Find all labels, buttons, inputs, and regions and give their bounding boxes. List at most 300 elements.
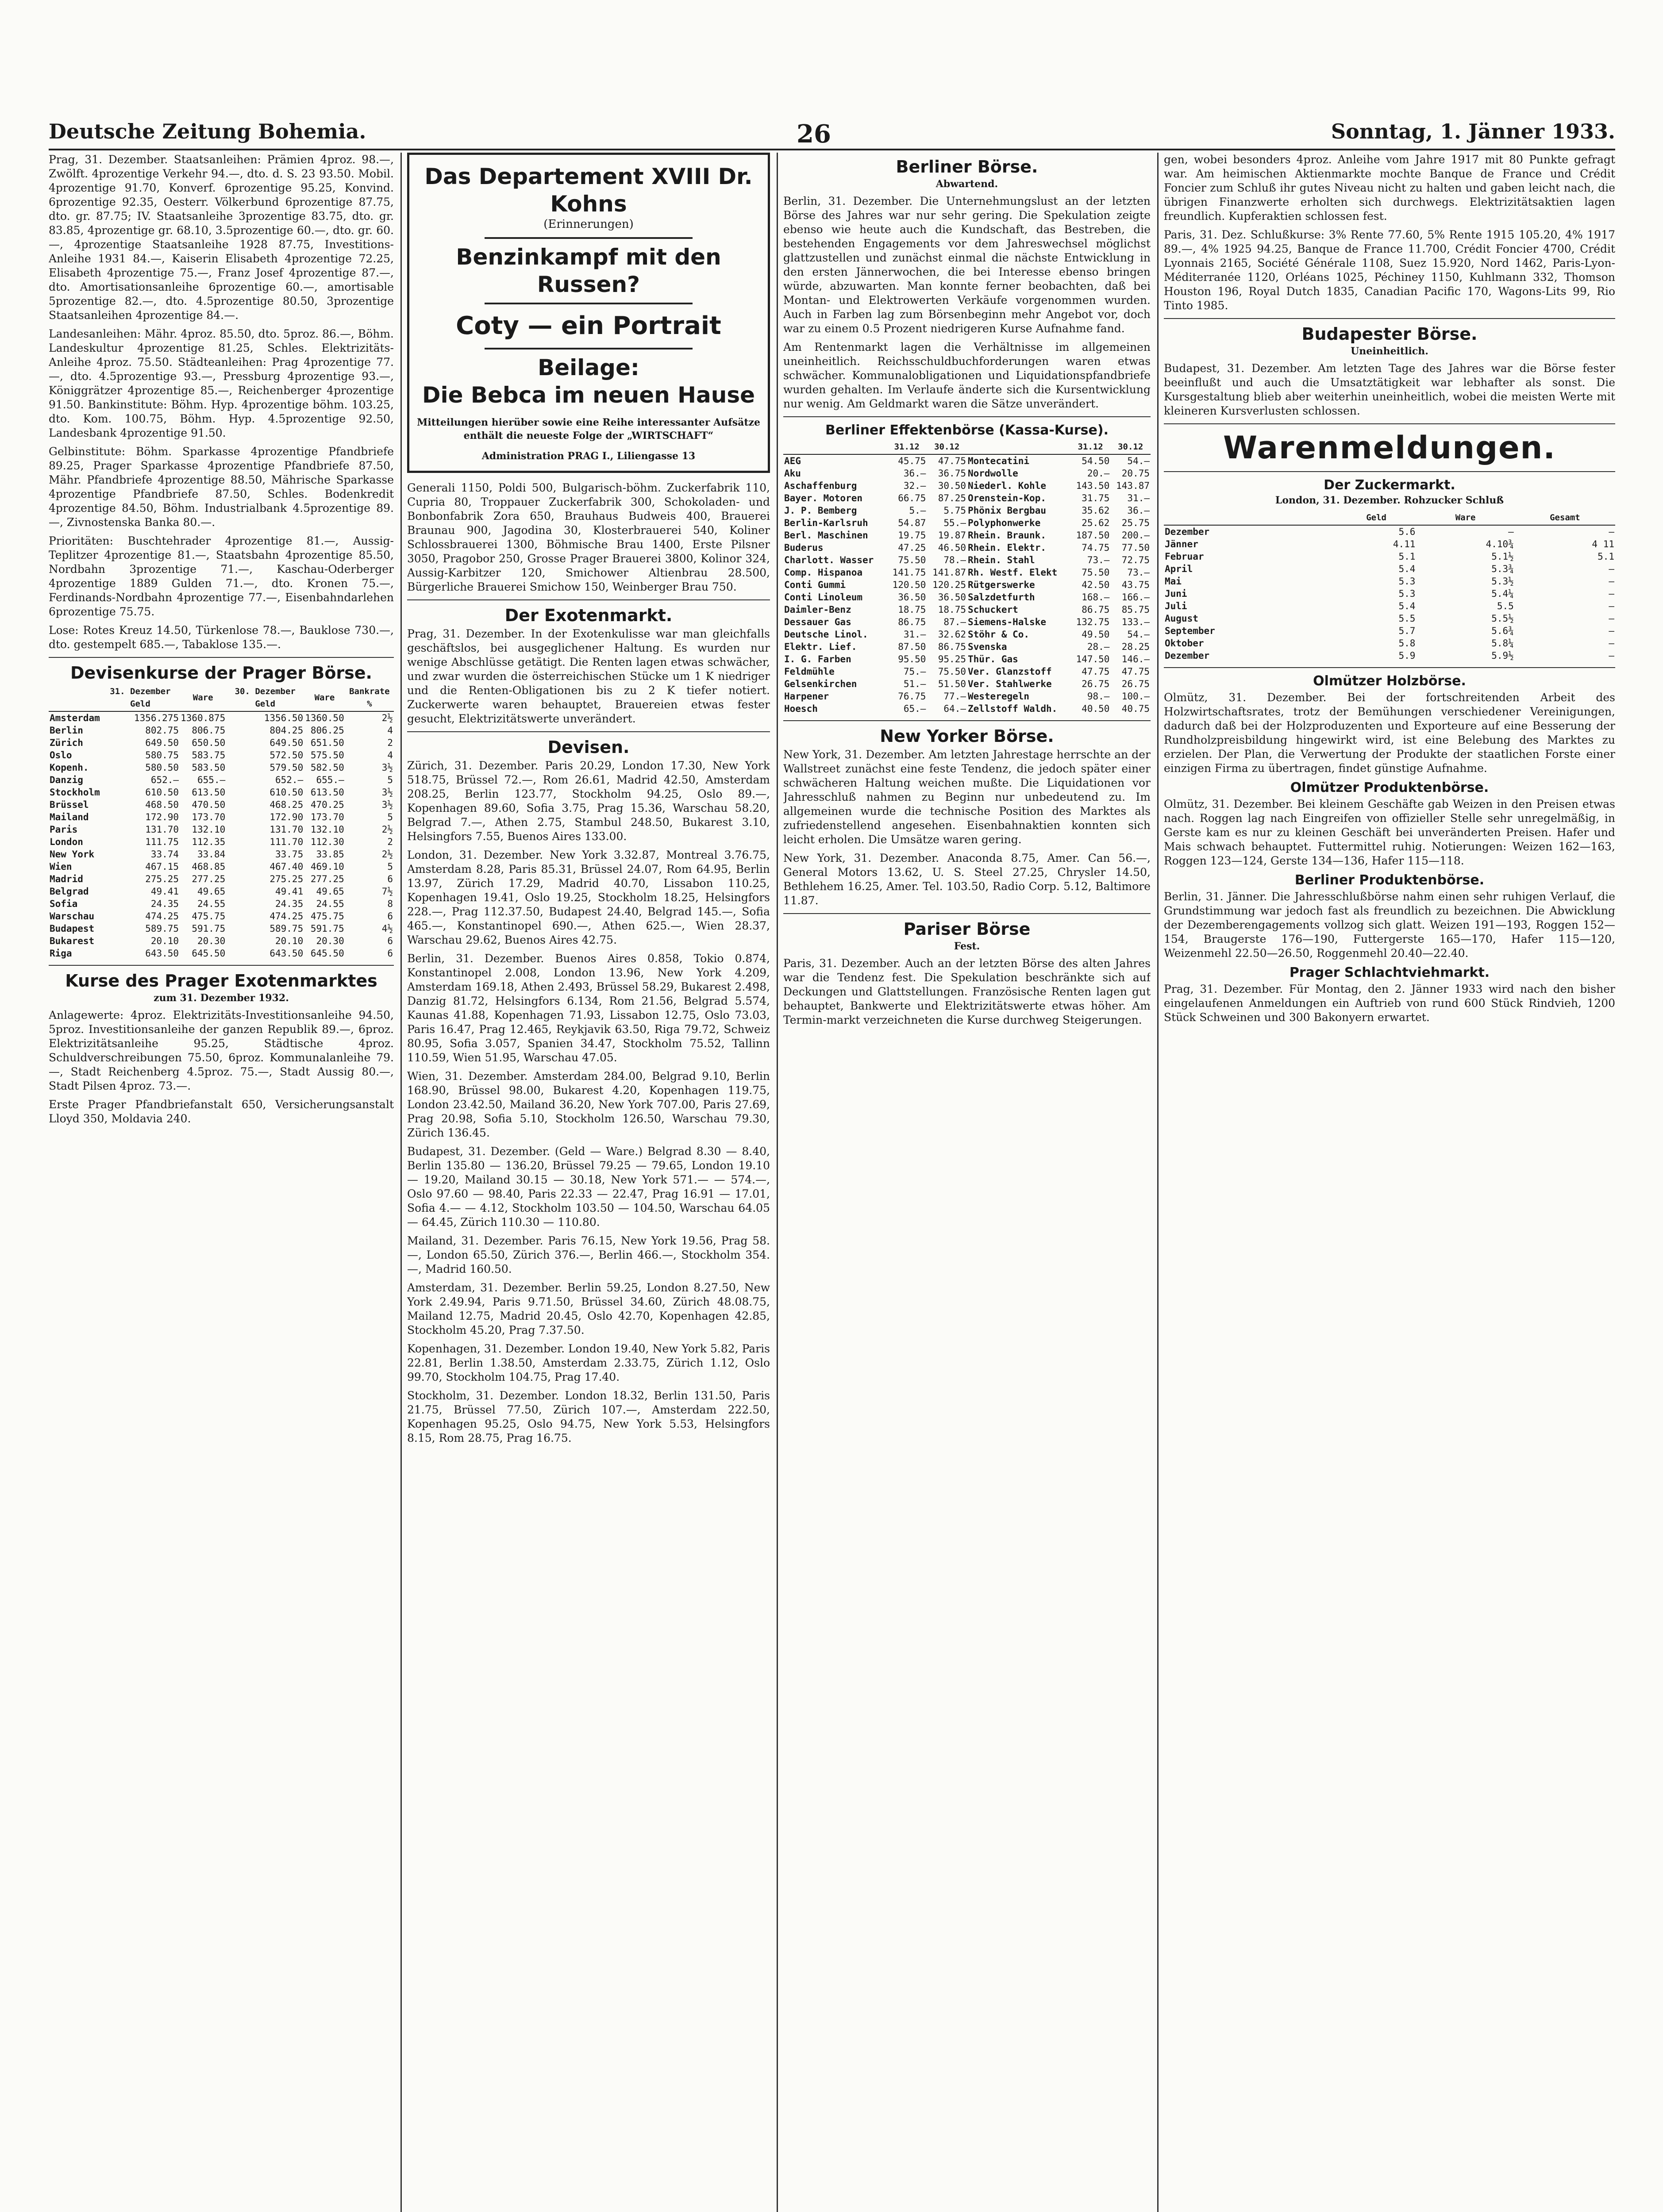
table-row xyxy=(783,628,1151,641)
table-row xyxy=(49,947,394,960)
table-cell: 132.10 xyxy=(192,824,226,835)
table-cell: 652.— xyxy=(275,775,304,785)
table-cell: J. P. Bemberg xyxy=(784,505,857,516)
table-cell: 5.3¾ xyxy=(1491,564,1514,574)
table-cell: 24.55 xyxy=(197,899,226,909)
table-cell: Berlin xyxy=(50,725,83,736)
table-row xyxy=(783,504,1151,517)
table-cell: Danzig xyxy=(50,775,83,785)
table-cell: 5.5 xyxy=(1497,601,1514,611)
table-cell: 610.50 xyxy=(269,787,304,798)
section-title: Devisenkurse der Prager Börse. xyxy=(70,663,372,683)
column-header: Ware xyxy=(1416,511,1514,525)
article-paragraph: Berlin, 31. Jänner. Die Jahresschlußbörse nahm einen sehr ruhigen Verlauf, die Grundstimmung war jedoch fast als freundlich zu bezeichnen. Die Abwicklung der Dezemberengagements vollzog sich glatt. Weizen 191—193, Roggen 152—154, Braugerste 176—190, Futtergerste 165—170, Hafer 115—120, Weizenmehl 22.50—26.50, Roggenmehl 20.40—22.40. xyxy=(1164,890,1615,960)
article-paragraph: Kopenhagen, 31. Dezember. London 19.40, New York 5.82, Paris 22.81, Berlin 1.38.50, Amsterdam 2.33.75, Zürich 1.12, Oslo 99.70, Stockholm 104.75, Prag 17.40. xyxy=(407,1342,770,1383)
table-cell: 73.— xyxy=(1127,567,1150,578)
table-cell: 47.75 xyxy=(1121,666,1150,677)
table-cell: 610.50 xyxy=(145,787,179,798)
section-title: Der Zuckermarkt. xyxy=(1324,477,1455,493)
table-cell: 582.50 xyxy=(310,762,344,773)
table-cell: 111.70 xyxy=(269,837,304,847)
ad-divider xyxy=(485,237,692,239)
column-divider xyxy=(777,153,778,2212)
table-cell: 1360.50 xyxy=(305,713,344,723)
table-cell: 643.50 xyxy=(269,948,304,959)
table-cell: — xyxy=(1508,526,1514,537)
table-cell: 2½ xyxy=(381,824,393,835)
table-cell: 470.25 xyxy=(310,799,344,810)
column-header: 31.12 xyxy=(1070,440,1111,454)
table-cell: Siemens-Halske xyxy=(967,617,1046,627)
table-cell: 2½ xyxy=(381,849,393,860)
table-cell: 49.65 xyxy=(316,886,344,897)
table-cell: Ver. Glanzstoff xyxy=(967,666,1052,677)
table-cell: Charlott. Wasser xyxy=(784,555,874,565)
section-divider xyxy=(407,599,770,600)
table-cell: 4 11 xyxy=(1592,539,1614,549)
table-row xyxy=(783,653,1151,665)
table-cell: — xyxy=(1609,650,1614,661)
table-cell: 19.75 xyxy=(898,530,926,541)
table-cell: AEG xyxy=(784,456,801,466)
table-cell: 650.50 xyxy=(192,737,226,748)
table-cell: Juni xyxy=(1165,588,1187,599)
table-cell: 54.— xyxy=(1127,456,1150,466)
table-row xyxy=(783,517,1151,529)
table-cell: — xyxy=(1609,626,1614,636)
table-cell: 47.25 xyxy=(898,542,926,553)
section-title: Devisen. xyxy=(547,737,630,757)
table-cell: 1356.50 xyxy=(264,713,304,723)
column-header: 31. Dezember Geld xyxy=(101,684,180,711)
ad-note: Mitteilungen hierüber sowie eine Reihe interessanter Aufsätze enthält die neueste Folge der „WIRTSCHAFT“ xyxy=(417,417,760,442)
table-cell: Nordwolle xyxy=(967,468,1018,479)
table-cell: 66.75 xyxy=(898,493,926,503)
header-rule xyxy=(49,149,1615,150)
table-cell: 8 xyxy=(387,899,393,909)
article-paragraph: Lose: Rotes Kreuz 14.50, Türkenlose 78.—, Bauklose 730.—, dto. gestempelt 685.—, Tabaklose 135.—. xyxy=(49,624,394,651)
table-cell: Dezember xyxy=(1165,650,1210,661)
column-header: 30.12 xyxy=(927,440,967,454)
ad-divider xyxy=(485,348,692,349)
table-cell: 43.75 xyxy=(1121,580,1150,590)
table-cell: 652.— xyxy=(150,775,179,785)
table-cell: Montecatini xyxy=(967,456,1030,466)
table-cell: 5.— xyxy=(909,505,926,516)
table-cell: 46.50 xyxy=(938,542,966,553)
table-cell: Hoesch xyxy=(784,703,818,714)
table-cell: 4 xyxy=(387,725,393,736)
table-cell: 4.10¾ xyxy=(1486,539,1514,549)
table-cell: 132.75 xyxy=(1076,617,1110,627)
table-cell: 49.41 xyxy=(150,886,179,897)
table-cell: 20.— xyxy=(1087,468,1110,479)
table-row xyxy=(49,811,394,823)
article-paragraph: Mailand, 31. Dezember. Paris 76.15, New York 19.56, Prag 58.—, London 65.50, Zürich 376.—, Berlin 466.—, Stockholm 354.—, Madrid 160.50. xyxy=(407,1234,770,1275)
table-cell: 5.8¼ xyxy=(1491,638,1514,649)
table-cell: Paris xyxy=(50,824,78,835)
table-cell: Mailand xyxy=(50,812,89,822)
table-cell: 589.75 xyxy=(145,923,179,934)
table-cell: Buderus xyxy=(784,542,824,553)
article-paragraph: Berlin, 31. Dezember. Buenos Aires 0.858, Tokio 0.874, Konstantinopel 2.008, London 13.96, New York 4.209, Amsterdam 169.18, Athen 2.493, Brüssel 58.29, Bukarest 2.498, Danzig 81.72, Helsingfors 6.134, Rom 21.56, Belgrad 5.574, Kaunas 41.88, Kopenhagen 71.93, Lissabon 12.75, Oslo 73.03, Paris 16.47, Prag 12.465, Reykjavik 63.50, Riga 79.72, Schweiz 80.95, Sofia 3.057, Spanien 34.47, Stockholm 75.52, Tallinn 110.59, Wien 51.95, Warschau 47.05. xyxy=(407,952,770,1064)
table-cell: 26.75 xyxy=(1121,679,1150,689)
table-cell: Gelsenkirchen xyxy=(784,679,857,689)
table-cell: Berl. Maschinen xyxy=(784,530,868,541)
table-cell: 28.25 xyxy=(1121,641,1150,652)
section-title: Warenmeldungen. xyxy=(1223,430,1556,466)
table-cell: 5 xyxy=(387,861,393,872)
ad-subline: (Erinnerungen) xyxy=(543,218,634,231)
table-caption: London, 31. Dezember. Rohzucker Schluß xyxy=(1275,495,1504,506)
article-paragraph: Olmütz, 31. Dezember. Bei kleinem Geschäfte gab Weizen in den Preisen etwas nach. Roggen lag nach Eingreifen von offizieller Stelle sehr unregelmäßig, in Gerste kam es nur zu kleinen Geschäft bei unveränderten Preisen. Hafer und Mais schwach behauptet. Futtermittel ruhig. Notierungen: Weizen 162—163, Roggen 123—124, Gerste 134—136, Hafer 115—118. xyxy=(1164,798,1615,867)
issue-date: Sonntag, 1. Jänner 1933. xyxy=(1331,119,1615,143)
table-cell: 3½ xyxy=(381,787,393,798)
article-paragraph: New York, 31. Dezember. Anaconda 8.75, Amer. Can 56.—, General Motors 13.62, U. S. Steel 27.25, Chrysler 14.50, Bethlehem 16.25, Amer. Tel. 103.50, Radio Corp. 5.12, Baltimore 11.87. xyxy=(783,852,1151,907)
table-row xyxy=(1164,563,1615,575)
table-cell: 36.— xyxy=(1127,505,1150,516)
table-row xyxy=(49,836,394,848)
table-cell: 277.25 xyxy=(310,874,344,884)
table-cell: 475.75 xyxy=(310,911,344,922)
table-cell: 36.50 xyxy=(938,592,966,603)
table-cell: 5.1 xyxy=(1398,551,1416,562)
table-cell: Berlin-Karlsruh xyxy=(784,518,868,528)
table-cell: 5.3½ xyxy=(1491,576,1514,587)
table-row xyxy=(49,737,394,749)
article-paragraph: Berlin, 31. Dezember. Die Unternehmungslust an der letzten Börse des Jahres war nur sehr gering. Die Spekulation zeigte ebenso wie heute auch die Kundschaft, das Bestreben, die bestehenden Engagements vor dem Jahreswechsel möglichst glattzustellen und zunächst einmal die nächste Entwicklung in den ersten Jännerwochen, die bei Interesse ebenso bringen würde, abzuwarten. Man konnte ferner beobachten, daß bei Montan- und Elektrowerten Verkäufe vorgenommen wurden. Auch in Farben lag zum Börsenbeginn mehr Angebot vor, doch war zu einem 0.5 Prozent niedrigeren Kurse Aufnahme fand. xyxy=(783,195,1151,335)
table-cell: 86.75 xyxy=(898,617,926,627)
table-cell: 468.25 xyxy=(269,799,304,810)
table-cell: 24.35 xyxy=(275,899,304,909)
table-cell: 95.25 xyxy=(938,654,966,664)
table-cell: 98.— xyxy=(1087,691,1110,702)
section-subtitle: Uneinheitlich. xyxy=(1351,346,1428,357)
table-row xyxy=(49,873,394,885)
table-cell: 54.50 xyxy=(1082,456,1110,466)
table-cell: Salzdetfurth xyxy=(967,592,1035,603)
table-cell: 649.50 xyxy=(269,737,304,748)
article-paragraph: Am Rentenmarkt lagen die Verhältnisse im allgemeinen uneinheitlich. Reichsschuldbuchforderungen waren etwas schwächer. Kommunalobligationen und Liquidationspfandbriefe wurden gehalten. Im Verlaufe änderte sich die Kursentwicklung nur wenig. Am Geldmarkt waren die Sätze unverändert. xyxy=(783,341,1151,410)
column-header: Ware xyxy=(180,684,226,711)
table-cell: 31.75 xyxy=(1082,493,1110,503)
table-cell: 591.75 xyxy=(192,923,226,934)
table-row xyxy=(49,898,394,910)
table-cell: 42.50 xyxy=(1082,580,1110,590)
table-cell: 146.— xyxy=(1121,654,1150,664)
table-cell: Harpener xyxy=(784,691,829,702)
advertisement-box xyxy=(407,153,770,473)
column-4 xyxy=(1164,153,1615,2212)
table-cell: 5.75 xyxy=(943,505,966,516)
table-cell: 655.— xyxy=(316,775,344,785)
page-number: 26 xyxy=(797,119,831,149)
table-cell: 36.50 xyxy=(898,592,926,603)
table-cell: August xyxy=(1165,613,1198,624)
table-cell: 187.50 xyxy=(1076,530,1110,541)
table-cell: 474.25 xyxy=(145,911,179,922)
table-cell: 45.75 xyxy=(898,456,926,466)
table-cell: 25.75 xyxy=(1121,518,1150,528)
table-cell: 26.75 xyxy=(1082,679,1110,689)
table-cell: 36.75 xyxy=(938,468,966,479)
page-header xyxy=(49,119,1615,149)
column-header: Geld xyxy=(1336,511,1417,525)
article-paragraph: Budapest, 31. Dezember. (Geld — Ware.) Belgrad 8.30 — 8.40, Berlin 135.80 — 136.20, Brüssel 79.25 — 79.65, London 19.10 — 19.20, Mailand 30.15 — 30.18, New York 571.— — 574.—, Oslo 97.60 — 98.40, Paris 22.33 — 22.47, Prag 16.91 — 17.01, Sofia 4.— — 4.12, Stockholm 103.50 — 104.50, Warschau 64.05 — 64.45, Zürich 110.30 — 110.80. xyxy=(407,1145,770,1229)
table-cell: 32.62 xyxy=(938,629,966,640)
table-cell: 4 xyxy=(387,750,393,760)
table-cell: 74.75 xyxy=(1082,542,1110,553)
table-cell: Oktober xyxy=(1165,638,1204,649)
table-cell: — xyxy=(1609,576,1614,587)
table-cell: Madrid xyxy=(50,874,83,884)
table-cell: 51.50 xyxy=(938,679,966,689)
table-cell: 275.25 xyxy=(145,874,179,884)
table-cell: 20.75 xyxy=(1121,468,1150,479)
table-cell: 5.1 xyxy=(1598,551,1614,562)
table-cell: 75.50 xyxy=(1082,567,1110,578)
table-cell: Juli xyxy=(1165,601,1187,611)
ad-headline: Coty — ein Portrait xyxy=(456,311,721,340)
table-cell: 1360.875 xyxy=(181,713,226,723)
table-row xyxy=(1164,575,1615,588)
table-cell: Budapest xyxy=(50,923,95,934)
table-cell: 645.50 xyxy=(310,948,344,959)
table-cell: 5.4 xyxy=(1398,564,1416,574)
article-paragraph: Prioritäten: Buschtehrader 4prozentige 81.—, Aussig-Teplitzer 4prozentige 81.—, Staatsbahn 4prozentige 85.50, Nordbahn 3prozentige 71.—, Kaschau-Oderberger 4prozentige 1889 Gulden 71.—, dto. Kronen 75.—, Ferdinands-Nordbahn 4prozentige 77.—, Eisenbahndarlehen 6prozentige 75.75. xyxy=(49,534,394,618)
table-cell: 76.75 xyxy=(898,691,926,702)
table-cell: Wien xyxy=(50,861,72,872)
table-row xyxy=(783,616,1151,628)
table-cell: 583.50 xyxy=(192,762,226,773)
table-cell: — xyxy=(1609,638,1614,649)
section-divider xyxy=(783,720,1151,721)
section-title: Pariser Börse xyxy=(903,919,1031,939)
table-cell: 54.87 xyxy=(898,518,926,528)
table-row xyxy=(783,554,1151,566)
table-cell: 143.87 xyxy=(1116,480,1150,491)
table-cell: 20.30 xyxy=(197,936,226,946)
table-cell: 31.— xyxy=(903,629,926,640)
table-row xyxy=(1164,525,1615,538)
section-title: New Yorker Börse. xyxy=(880,726,1054,746)
table-cell: 468.50 xyxy=(145,799,179,810)
table-cell: 111.75 xyxy=(145,837,179,847)
table-cell: 112.35 xyxy=(192,837,226,847)
table-cell: 613.50 xyxy=(310,787,344,798)
table-cell: 49.50 xyxy=(1082,629,1110,640)
article-paragraph: London, 31. Dezember. New York 3.32.87, Montreal 3.76.75, Amsterdam 8.28, Paris 85.31, Brüssel 24.07, Rom 64.95, Berlin 13.97, Zürich 17.29, Madrid 40.70, Lissabon 110.25, Kopenhagen 19.41, Oslo 19.25, Stockholm 18.25, Helsingfors 228.—, Prag 112.37.50, Budapest 24.40, Belgrad 145.—, Sofia 465.—, Konstantinopel 690.—, Athen 625.—, Wien 28.37, Warschau 29.62, Buenos Aires 42.75. xyxy=(407,849,770,946)
column-3 xyxy=(783,153,1151,2212)
table-cell: 19.87 xyxy=(938,530,966,541)
table-cell: 1356.275 xyxy=(134,713,179,723)
table-cell: 86.75 xyxy=(938,641,966,652)
column-divider xyxy=(400,153,402,2212)
table-cell: New York xyxy=(50,849,95,860)
table-cell: 643.50 xyxy=(145,948,179,959)
section-title: Olmützer Produktenbörse. xyxy=(1290,780,1489,795)
section-title: Kurse des Prager Exotenmarktes xyxy=(65,971,377,991)
table-cell: — xyxy=(1609,564,1614,574)
table-cell: 51.— xyxy=(903,679,926,689)
table-cell: 475.75 xyxy=(192,911,226,922)
column-header xyxy=(783,440,887,454)
table-cell: 40.50 xyxy=(1082,703,1110,714)
table-row xyxy=(1164,588,1615,600)
table-cell: 30.50 xyxy=(938,480,966,491)
table-cell: Rhein. Stahl xyxy=(967,555,1035,565)
article-paragraph: Paris, 31. Dez. Schlußkurse: 3% Rente 77.60, 5% Rente 1915 105.20, 4% 1917 89.—, 4% 1925 94.25, Banque de France 11.700, Crédit Foncier 4700, Crédit Lyonnais 2165, Société Générale 1108, Suez 15.920, Nord 1462, Paris-Lyon-Méditerranée 1120, Orléans 1025, Péchiney 1150, Kuhlmann 332, Thomson Houston 196, Royal Dutch 1835, Canadian Pacific 170, Wagons-Lits 99, Rio Tinto 1985. xyxy=(1164,228,1615,312)
table-cell: 75.— xyxy=(903,666,926,677)
table-cell: 469.10 xyxy=(310,861,344,872)
column-header: Ware xyxy=(304,684,345,711)
ad-headline: Die Bebca im neuen Hause xyxy=(422,382,755,408)
table-row xyxy=(49,786,394,799)
table-cell: Niederl. Kohle xyxy=(967,480,1046,491)
table-cell: Orenstein-Kop. xyxy=(967,493,1046,503)
table-cell: 87.25 xyxy=(938,493,966,503)
table-cell: 112.30 xyxy=(310,837,344,847)
column-header: 30.12 xyxy=(1110,440,1151,454)
table-cell: 4.11 xyxy=(1393,539,1416,549)
table-cell: 33.84 xyxy=(197,849,226,860)
table-cell: 33.85 xyxy=(316,849,344,860)
table-cell: 467.40 xyxy=(269,861,304,872)
article-paragraph: Wien, 31. Dezember. Amsterdam 284.00, Belgrad 9.10, Berlin 168.90, Brüssel 98.00, Bukarest 4.20, Kopenhagen 119.75, London 23.42.50, Mailand 36.20, New York 707.00, Paris 27.69, Prag 20.98, Sofia 5.10, Stockholm 126.50, Warschau 79.30, Zürich 136.45. xyxy=(407,1070,770,1139)
table-cell: 120.50 xyxy=(892,580,926,590)
table-cell: 75.50 xyxy=(898,555,926,565)
article-paragraph: Gelbinstitute: Böhm. Sparkasse 4prozentige Pfandbriefe 89.25, Prager Sparkasse 4prozentige Pfandbriefe 87.50, Mähr. Pfandbriefe 4prozentige 88.50, Mährische Sparkasse 4prozentige Pfandbriefe 87.50, Schles. Bodenkredit 4prozentige 84.50, Böhm. Industrialbank 4.5prozentige 89.—, Zivnostenska Banka 80.—. xyxy=(49,445,394,529)
table-cell: — xyxy=(1609,588,1614,599)
table-row xyxy=(783,541,1151,554)
column-header: Gesamt xyxy=(1515,511,1615,525)
column-header: Bankrate % xyxy=(345,684,394,711)
section-title: Berliner Effektenbörse (Kassa-Kurse). xyxy=(825,422,1109,438)
table-cell: 77.— xyxy=(943,691,966,702)
table-cell: 651.50 xyxy=(310,737,344,748)
table-cell: 24.55 xyxy=(316,899,344,909)
table-cell: 804.25 xyxy=(269,725,304,736)
table-row xyxy=(783,690,1151,703)
table-cell: 468.85 xyxy=(192,861,226,872)
table-cell: 6 xyxy=(387,911,393,922)
column-header: 31.12 xyxy=(887,440,927,454)
table-row xyxy=(49,848,394,860)
article-paragraph: Olmütz, 31. Dezember. Bei der fortschreitenden Arbeit des Holzwirtschaftsrates, trotz der Bemühungen verschiedener Vereinigungen, dadurch daß bei der Holzproduzenten und Exporteure auf eine Besserung der Rundholzpreisbildung hingewirkt wird, ist eine Belebung des Marktes zu erzielen. Der Plan, die Verwertung der Produkte der staatlichen Forste einer einzigen Firma zu übertragen, findet günstige Aufnahme. xyxy=(1164,691,1615,775)
column-2 xyxy=(407,153,770,2212)
masthead-title: Deutsche Zeitung Bohemia. xyxy=(49,119,366,143)
table-cell: 2 xyxy=(387,837,393,847)
article-paragraph: Stockholm, 31. Dezember. London 18.32, Berlin 131.50, Paris 21.75, Brüssel 77.50, Zürich 107.—, Amsterdam 222.50, Kopenhagen 95.25, Oslo 94.75, New York 5.53, Helsingfors 8.15, Rom 28.75, Prag 16.75. xyxy=(407,1389,770,1444)
section-title: Prager Schlachtviehmarkt. xyxy=(1289,965,1490,980)
article-paragraph: Prag, 31. Dezember. In der Exotenkulisse war man gleichfalls geschäftslos, bei ausgeglichener Haltung. Es wurden nur wenige Abschlüsse getätigt. Die Renten lagen etwas schwächer, und zwar wurden die österreichischen Stücke um 1 K niedriger und die Renten-Obligationen bis zu 2 K tiefer notiert. Zuckerwerte waren behauptet, Brauereien etwas fester gesucht, Elektrizitätswerte unverändert. xyxy=(407,627,770,725)
table-cell: 31.— xyxy=(1127,493,1150,503)
table-cell: September xyxy=(1165,626,1215,636)
table-cell: 655.— xyxy=(197,775,226,785)
table-cell: 200.— xyxy=(1121,530,1150,541)
section-divider xyxy=(783,416,1151,417)
section-divider xyxy=(1164,471,1615,472)
table-cell: 5.5½ xyxy=(1491,613,1514,624)
table-cell: Aku xyxy=(784,468,801,479)
table-cell: Feldmühle xyxy=(784,666,835,677)
table-cell: 4½ xyxy=(381,923,393,934)
table-cell: 580.50 xyxy=(145,762,179,773)
table-cell: 5.1½ xyxy=(1491,551,1514,562)
table-cell: 5.9½ xyxy=(1491,650,1514,661)
table-row xyxy=(1164,625,1615,637)
table-cell: Sofia xyxy=(50,899,78,909)
table-cell: 2½ xyxy=(381,713,393,723)
table-row xyxy=(49,724,394,737)
table-cell: 55.— xyxy=(943,518,966,528)
table-cell: Schuckert xyxy=(967,604,1018,615)
table-cell: 275.25 xyxy=(269,874,304,884)
table-row xyxy=(49,749,394,761)
table-cell: 20.10 xyxy=(150,936,179,946)
section-title: Budapester Börse. xyxy=(1301,324,1478,344)
table-row xyxy=(783,529,1151,541)
table-cell: — xyxy=(1609,526,1614,537)
table-cell: 77.50 xyxy=(1121,542,1150,553)
table-cell: Thür. Gas xyxy=(967,654,1018,664)
table-cell: Riga xyxy=(50,948,72,959)
table-cell: 173.70 xyxy=(192,812,226,822)
table-cell: 645.50 xyxy=(192,948,226,959)
table-row xyxy=(1164,612,1615,625)
table-cell: 87.— xyxy=(943,617,966,627)
table-cell: 572.50 xyxy=(269,750,304,760)
table-row xyxy=(1164,600,1615,612)
table-cell: 802.75 xyxy=(145,725,179,736)
section-divider xyxy=(1164,318,1615,319)
ad-divider xyxy=(485,303,692,304)
table-cell: 32.— xyxy=(903,480,926,491)
table-row xyxy=(49,774,394,786)
table-row xyxy=(783,480,1151,492)
table-cell: April xyxy=(1165,564,1193,574)
table-cell: 35.62 xyxy=(1082,505,1110,516)
table-row xyxy=(783,579,1151,591)
section-title: Olmützer Holzbörse. xyxy=(1313,673,1466,689)
table-cell: 5.9 xyxy=(1398,650,1416,661)
table-cell: 20.30 xyxy=(316,936,344,946)
table-cell: 5 xyxy=(387,775,393,785)
table-cell: Belgrad xyxy=(50,886,89,897)
article-paragraph: Prag, 31. Dezember. Für Montag, den 2. Jänner 1933 wird nach den bisher eingelaufenen Anmeldungen ein Auftrieb von rund 600 Stück Rindvieh, 1200 Stück Schweinen und 300 Bakonyern erwartet. xyxy=(1164,983,1615,1024)
section-divider xyxy=(1164,423,1615,424)
table-cell: 173.70 xyxy=(310,812,344,822)
table-row xyxy=(1164,550,1615,563)
table-cell: 100.— xyxy=(1121,691,1150,702)
table-cell: 580.75 xyxy=(145,750,179,760)
exchange-rate-table xyxy=(49,684,394,960)
article-paragraph: Zürich, 31. Dezember. Paris 20.29, London 17.30, New York 518.75, Brüssel 72.—, Rom 26.61, Madrid 42.50, Amsterdam 208.25, Berlin 123.77, Stockholm 94.25, Oslo 89.—, Kopenhagen 89.60, Sofia 3.75, Prag 15.36, Warschau 58.20, Belgrad 7.—, Athen 2.75, Stambul 248.50, Bukarest 3.10, Helsingfors 7.55, Buenos Aires 133.00. xyxy=(407,759,770,843)
section-divider xyxy=(407,731,770,732)
section-subtitle: Abwartend. xyxy=(935,178,998,190)
table-cell: 6 xyxy=(387,948,393,959)
table-cell: Svenska xyxy=(967,641,1007,652)
sugar-price-table xyxy=(1164,511,1615,662)
table-cell: 143.50 xyxy=(1076,480,1110,491)
table-cell: 24.35 xyxy=(150,899,179,909)
table-cell: 49.65 xyxy=(197,886,226,897)
table-cell: 589.75 xyxy=(269,923,304,934)
table-cell: 25.62 xyxy=(1082,518,1110,528)
section-divider xyxy=(783,913,1151,914)
ad-headline: Das Departement XVIII Dr. Kohns xyxy=(424,164,753,217)
table-cell: Bukarest xyxy=(50,936,95,946)
